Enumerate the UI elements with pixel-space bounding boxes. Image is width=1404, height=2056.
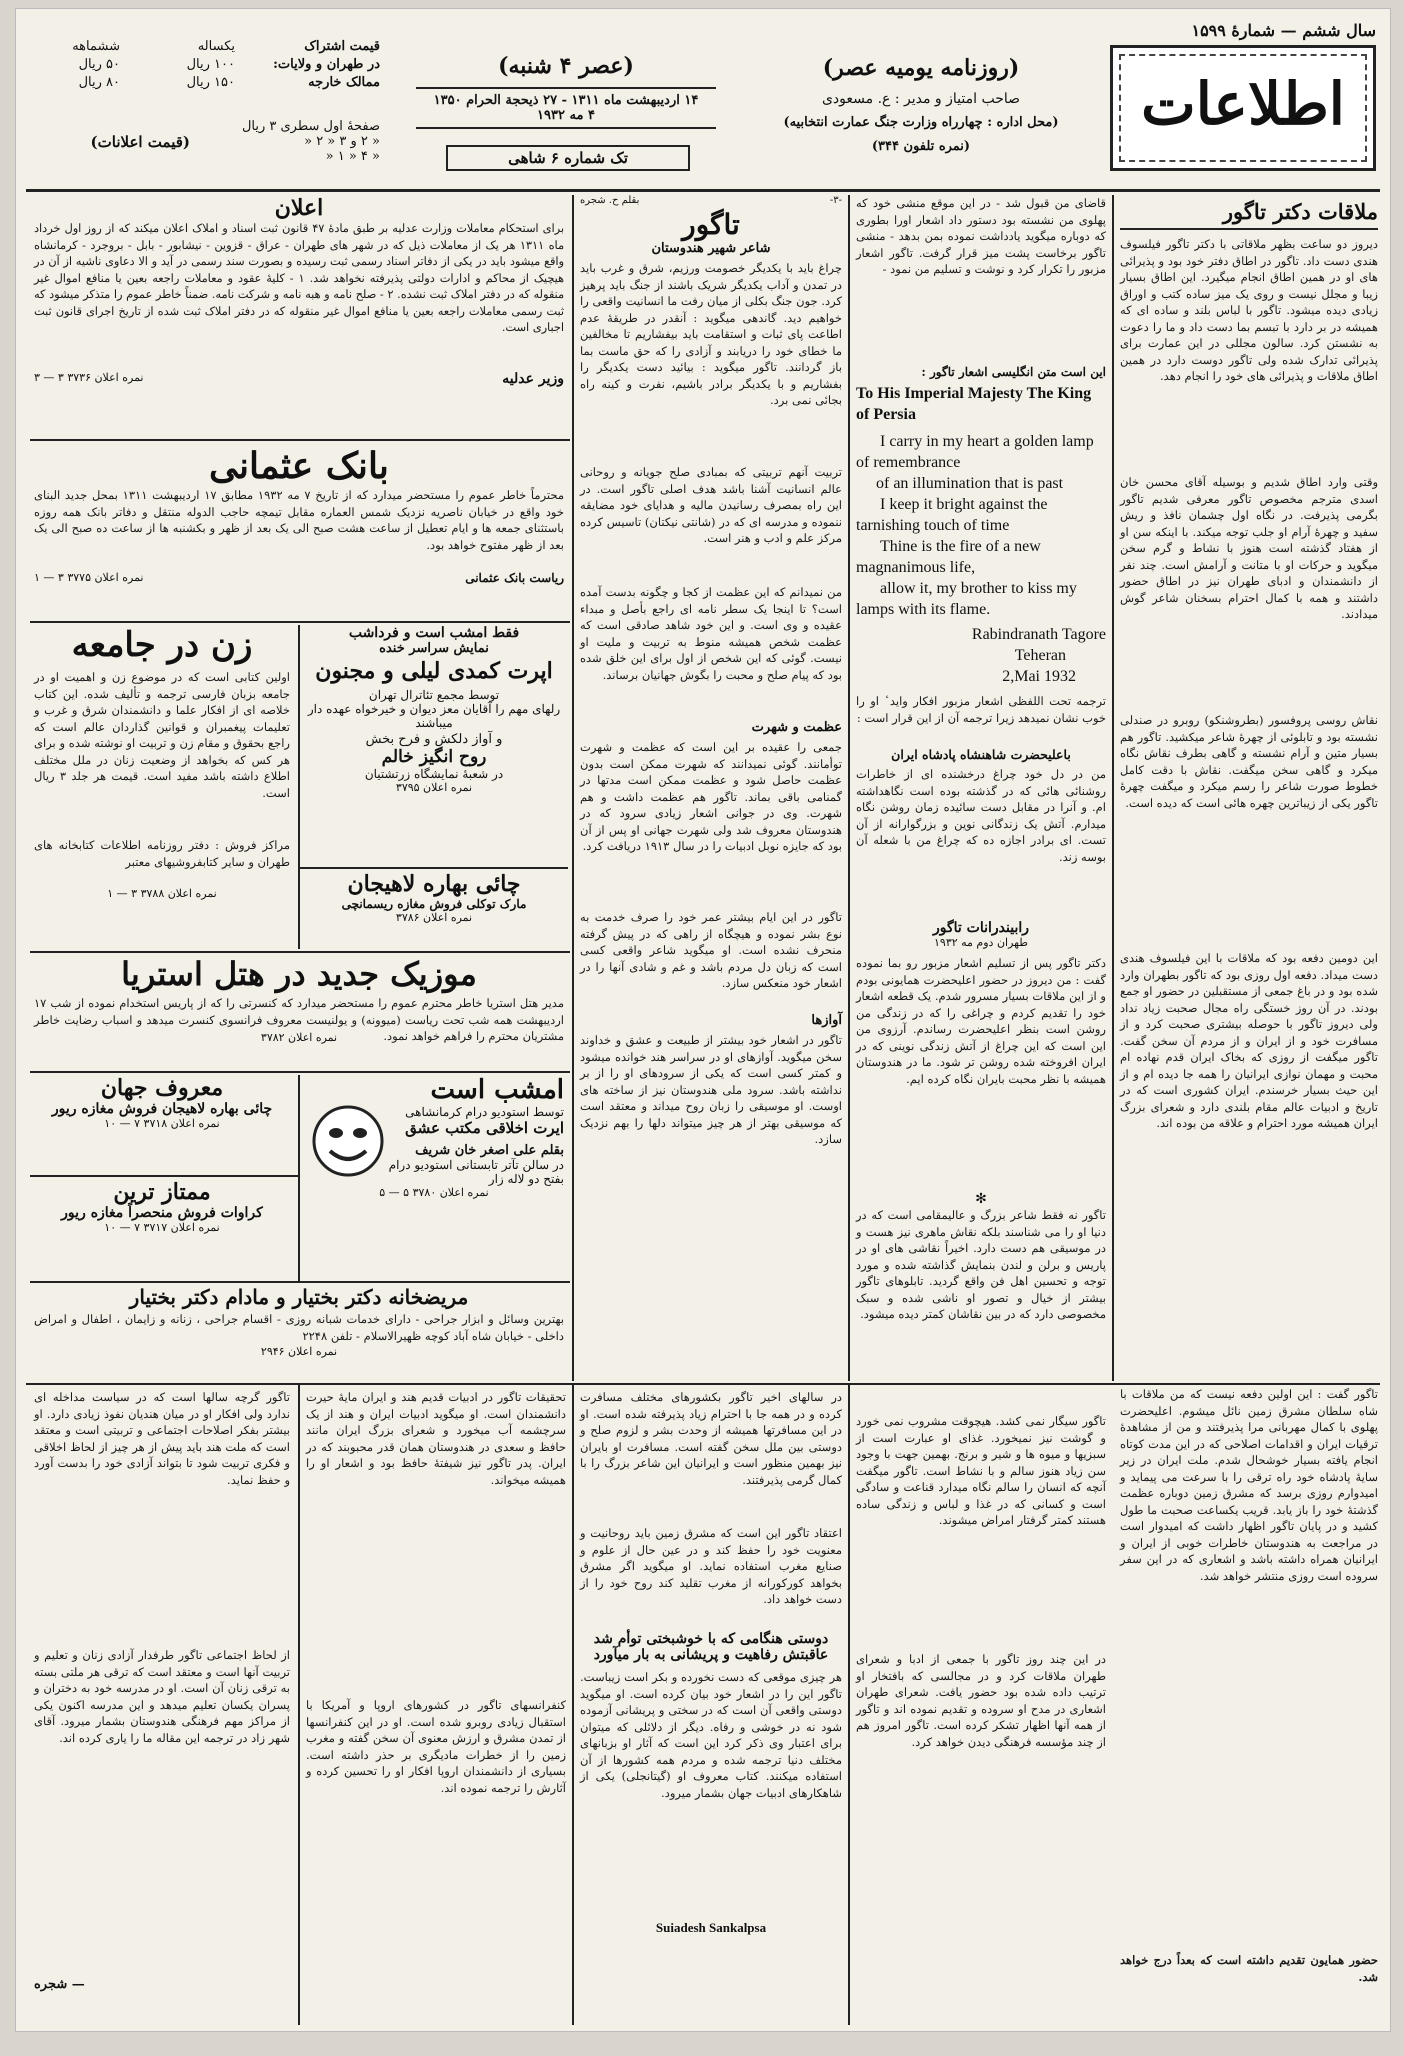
ad-famous <box>34 1075 290 1171</box>
ad-footer-row <box>34 571 564 585</box>
sub-row-label: در طهران و ولایات: <box>273 57 380 72</box>
sub-row-label: ممالک خارجه <box>308 75 380 90</box>
office-address: (محل اداره : چهارراه وزارت جنگ عمارت انتخابیه) <box>783 115 1059 130</box>
article-paragraph: کنفرانسهای تاگور در کشورهای اروپا و آمریکا با استقبال زیادی روبرو شده است. او در این کنفرانسها از تمدن مشرق و ارزش معنوی آن سخن گفته و مغرب زمین را از خطرات مادیگری بر حذر داشته است. بسیاری از دانشمندان اروپا افکار او را تحسین کرده و آثارش را ترجمه نموده اند. <box>306 1698 566 1795</box>
ad-number: نمره اعلان ۳۷۳۶ ۳ — ۳ <box>34 371 144 384</box>
ad-body: برای استحکام معاملات وزارت عدلیه بر طبق مادهٔ ۴۷ قانون ثبت اسناد و املاک اعلان میکند که از روز اول خرداد ماه ۱۳۱۱ هر یک از معاملات ذیل که در شهر های طهران - عراق - قزوین - نیشابور - بابل - بروجرد - کرمانشاه واقع میشود باید در یکی از دفاتر اسناد رسمی ثبت رسیده و بصورت سند رسمی در آید و الا دعاوی ناشیه از آن در هیچیک از محاکم و ادارات دولتی پذیرفته نخواهد شد. ۱ - کلیهٔ عقود و معاملات راجعه بعین یا منافع اموال غیر منقوله که در دفتر املاک ثبت نشده. ۲ - صلح نامه و هبه نامه و شرکت نامه. ضمناً خاطر عموم را متذکر میشود که ثبت رسمی معاملات راجعه بعین یا منافع اموال غیر منقوله که در دفتر املاک ثبت شده از تاریخ اجرای قانون ثبت اجباری است. <box>34 222 565 334</box>
subscription-box <box>30 39 380 90</box>
ad-number: نمره اعلان ۳۷۸۸ ۳ — ۱ <box>107 887 217 900</box>
poem-intro: قاضای من قبول شد - در این موقع منشی خود که پهلوی من نشسته بود دستور داد اشعار اورا بطوری که دوباره میگوید یادداشت نموده بمن بدهد - منشی تاگور برخاست پشت میز قرار گرفت. تاگور اشعار مزبور را تکرار کرد و نوشت و تسلیم من نمود - <box>856 196 1106 276</box>
ad-title: معروف جهان <box>100 1075 224 1101</box>
ad-title: بانک عثمانی <box>209 445 389 487</box>
masthead <box>16 9 1390 187</box>
ad-line: بفتح دو لاله زار <box>488 1172 564 1186</box>
sub-row-year: ۱۵۰ ریال <box>186 75 235 90</box>
author-latin: Suiadesh Sankalpsa <box>655 1920 767 1935</box>
sub-row-half: ۸۰ ریال <box>78 75 120 90</box>
article-paragraph: در این چند روز تاگور با جمعی از ادبا و شعرای طهران ملاقات کرد و در مجالسی که بافتخار او ترتیب داده شده بود حضور یافت. شعرای طهران اشعاری در مدح او سروده و تقدیم نموده اند و تاگور از همه آنها اظهار تشکر کرده است. تاگور امروز هم از چند مؤسسه فرهنگی دیدن خواهد کرد. <box>856 1652 1106 1749</box>
article-paragraph: من نمیدانم که این عظمت از کجا و چگونه بدست آمده است؟ تا اینجا یک سطر نامه ای راجع بأصل و مبداء عقیده و وی است. و این خود شاهد صادقی است که عظمت شخص همیشه منوط به تربیت و ملیت او نیست. گوئی که این شخص از اول برای این خلق شده بود که پیام صلح و محبت را بگوش جهانیان برساند. <box>580 585 842 682</box>
ad-line: در شعبهٔ نمایشگاه زرتشتیان <box>364 767 504 781</box>
section-heading: عظمت و شهرت <box>751 720 842 735</box>
article-paragraph: چراغ باید با یکدیگر خصومت ورزیم، شرق و غرب باید در تمدن و آداب یکدیگر شریک باشند از جنگ باید پرهیز کرد. جون جنگ بکلی از میان رفت ما انسانیت واقعی را خواهیم دید. گاندهی میگوید : آنقدر در طریقهٔ عدم اطاعت پای ثبات و استقامت باید بیفشاریم تا مخالفین ما خطای خود را دریابند و آزادی را که حق ماست بما باز گردانند. تاگور میگوید : بیائید دست یکدیگر را بفشاریم و با یکدیگر برادر باشیم، نفرت و کینه راه بجائی نمی برد. <box>580 261 842 407</box>
poem-date: 2,Mai 1932 <box>1002 668 1076 685</box>
translation-signature: رابیندرانات تاگور <box>932 920 1030 936</box>
poem-heading: این است متن انگلیسی اشعار تاگور : <box>921 365 1106 379</box>
weekday: (عصر ۴ شنبه) <box>498 53 634 79</box>
ads-price-row: « ۲ و ۳ « ۲ « <box>304 134 380 149</box>
ad-rule <box>298 1075 300 1281</box>
ad-number: نمره اعلان ۳۷۸۲ <box>260 1031 338 1044</box>
ad-best <box>34 1179 290 1275</box>
ad-title: زن در جامعه <box>71 625 253 665</box>
ad-line: توسط استودیو درام کرمانشاهی <box>405 1105 564 1119</box>
section-heading: دوستی هنگامی که با خوشبختی توأم شد عاقبتش رفاهیت و پریشانی به بار میآورد <box>593 1631 829 1663</box>
article-paragraph: تحقیقات تاگور در ادبیات قدیم هند و ایران مایهٔ حیرت دانشمندان است. او میگوید ادبیات ایران و هند از یک سرچشمه آب میخورد و شعرای بزرگ ایران مانند حافظ و سعدی در هندوستان همان قدر محبوبند که در ایران. پدر تاگور نیز شیفتهٔ حافظ بود و اشعار او را همیشه میخواند. <box>306 1390 566 1487</box>
date-gregorian: ۴ مه ۱۹۳۲ <box>537 108 595 123</box>
ad-body: محترماً خاطر عموم را مستحضر میدارد که از تاریخ ۷ مه ۱۹۳۲ مطابق ۱۷ اردیبهشت ۱۳۱۱ بمحل جدید البنای خود واقع در خیابان ناصریه نزدیک شمس العماره مقابل تیمچه حاجب الدوله منتقل و دفاتر بانک همه روزه باستثنای جمعه ها و ایام تعطیل از ساعت هشت صبح الی یک بعد از ظهر و بکشنبه ها از ساعت ده صبح الی یک بعد از ظهر مفتوح خواهد بود. <box>34 488 564 552</box>
col-rule <box>298 1385 300 2025</box>
article-tagore-poem <box>856 195 1106 2025</box>
poem-line: Thine is the fire of a new magnanimous life, <box>856 538 1041 576</box>
poem-place: Teheran <box>1014 647 1066 664</box>
article-author: بقلم ح. شجره <box>580 195 640 206</box>
ad-ottoman-bank <box>34 445 564 615</box>
masthead-rule <box>26 189 1380 192</box>
article-paragraph: هر چیزی موقعی که دست نخورده و بکر است زیباست. تاگور این را در اشعار خود بیان کرده است. او میگوید دوستی واقعی آن است که در سختی و پریشانی آزموده شود نه در خوشی و رفاه. دیگر از دلائلی که میتوان برای اعتبار وی ذکر کرد این است که آثار او بزبانهای مختلف دنیا ترجمه شده و مردم همه کشورها از آن استفاده میکنند. کتاب معروف او (گیتانجلی) یکی از شاهکارهای ادبیات جهان بشمار میرود. <box>580 1670 842 1800</box>
article-paragraph: دیروز دو ساعت بظهر ملاقاتی با دکتر تاگور فیلسوف هندی دست داد. تاگور در اطاق دفتر خود بود و پذیرائی های او در همین اطاق انجام میگیرد. این اطاق بسیار زیبا و مجلل نیست و روی یک میز ساده کتب و اوراق زیادی دیده میشود. تاگور با لباس بلند و ساده ای که همیشه در بر دارد با تبسم بما دست داد و ما را دعوت به نشستن کرد. سالون مجللی در این عمارت برای پذیرائی تدارک شده ولی تاگور دوست دارد در همین اطاق ملاقات و پذیرائی های خود را انجام دهد. <box>1120 237 1378 383</box>
poem-signature: Rabindranath Tagore <box>971 626 1106 643</box>
col-rule <box>572 195 574 1381</box>
owner: صاحب امتیاز و مدیر : ع. مسعودی <box>821 91 1021 107</box>
ad-opera <box>304 625 564 861</box>
ads-price-row: « ۴ « ۱ « <box>325 149 380 164</box>
article-tagore-meeting <box>1120 195 1378 2025</box>
poem-line: I keep it bright against the tarnishing touch of time <box>856 496 1048 534</box>
article-paragraph: تربیت آنهم تربیتی که بمبادی صلح جویانه و روحانی عالم انسانیت آشنا باشد هدف اصلی تاگور است. در این راه بمصرف رسانیدن مالیه و هدایای خود مضایقه ننموده و مدرسه ای که در (شانتی نیکتان) تاسیس کرده مرکز علم و ادب و هنر است. <box>580 465 842 545</box>
subscription-title: قیمت اشتراک <box>304 39 380 54</box>
sub-head-year: یکساله <box>197 39 235 54</box>
ad-music-astoria <box>34 955 564 1065</box>
paper-type: (روزنامه یومیه عصر) <box>822 55 1020 81</box>
sub-row-half: ۵۰ ریال <box>78 57 120 72</box>
translation-body: من در دل خود چراغ درخشنده ای از خاطرات روشنائی هائی که در گذشته بوده است نگاهداشته ام. و آنرا در مقابل دست سائیده زمان روشن نگاه میدارم. آتش یک زندگانی نوین و بزرگوارانه از آن تست. ای برادر اجازه ده که چراغ من با شعله آن بوسه زند. <box>856 767 1106 864</box>
col-rule <box>572 1385 574 2025</box>
ad-sub: چائی بهاره لاهیجان فروش مغازه ریور <box>51 1101 273 1117</box>
ad-line: فقط امشب است و فرداشب <box>348 625 520 641</box>
article-paragraph: وقتی وارد اطاق شدیم و بوسیله آقای محسن خان اسدی مترجم مخصوص تاگور معرفی شدیم تاگور بگرمی پذیرفت. در نگاه اول چشمان نافذ و ریش سفید و چهرهٔ آرام او جلب توجه میکند. با اینکه سن او از هفتاد گذشته است هنوز با نشاط و گرم سخن میگوید و حرکات او با متانت و آرامش است. چند نفر از دانشمندان و ادبای طهران نیز در اطاق حضور داشتند و همه با کمال احترام بسخنان شاعر گوش میدادند. <box>1120 475 1378 621</box>
col-rule <box>848 1385 850 2025</box>
article-paragraph: این دومین دفعه بود که ملاقات با این فیلسوف هندی دست میداد. دفعه اول روزی بود که تاگور بطهران وارد شده بود و در باغ جمعی از مستقبلین در حضور او جمع بودند. در آن روز خستگی راه مجال صحبت زیاد نداد ولی دیروز تاگور با حوصله بیشتری صحبت کرد و از مسافرت خود و از ایران و از مردم آن سخن گفت. تاگور میگفت از روزی که بخاک ایران قدم نهاده ام محبت و مهمان نوازی ایرانیان را همه جا دیده ام و از این حیث بسیار خرسندم. ایران کشوری است که در تاریخ و ادبیات عالم مقام بلندی دارد و شعرای بزرگ ایران همیشه مورد احترام و علاقه من بوده اند. <box>1120 951 1378 1130</box>
bottom-column <box>34 1389 290 2019</box>
col-rule <box>848 195 850 1381</box>
ad-signature: وزیر عدلیه <box>502 371 564 387</box>
ad-body: بهترین وسائل و ابزار جراحی - دارای خدمات شبانه روزی - اقسام جراحی ، زنانه و زایمان ، اطفال و امراض داخلی - خیابان شاه آباد کوچه ظهیرالاسلام - تلفن ۲۲۴۸ <box>34 1312 564 1343</box>
article-paragraph: تاگور در این ایام بیشتر عمر خود را صرف خدمت به نوع بشر نموده و هیچگاه از راهی که در پیش گرفته منحرف نشده است. او میگوید شاعر واقعی کسی است که زبان دل مردم باشد و غم و شادی آنها را در اشعار خود منعکس سازد. <box>580 910 842 990</box>
col-rule <box>1112 195 1114 1381</box>
ad-rule <box>30 439 570 441</box>
article-subtitle: شاعر شهیر هندوستان <box>651 241 771 256</box>
ads-price-title: (قیمت اعلانات) <box>90 133 190 151</box>
ad-line: و آواز دلکش و فرح بخش <box>365 732 503 747</box>
ad-name: روح انگیز خالم <box>381 747 487 767</box>
poem-dedication: To His Imperial Majesty The King of Persia <box>856 385 1092 423</box>
ad-title: موزیک جدید در هتل استریا <box>121 955 477 993</box>
star-separator: ✻ <box>975 1191 987 1207</box>
article-tagore-poet-cont <box>580 1389 842 2019</box>
logo-text: اطلاعات <box>1141 70 1345 138</box>
article-paragraph: تاگور نه فقط شاعر بزرگ و عالیمقامی است که در دنیا او را می شناسند بلکه نقاش ماهری نیز هست و در موسیقی هم دست دارد. اخیراً نقاشی های او در پاریس و برلن و لندن بنمایش گذاشته شده و مورد توجه و تحسین اهل فن واقع گردید. تابلوهای تاگور بیشتر از خیال و تصور او ناشی شده و سبک مخصوصی دارد که در بین نقاشان کمتر دیده میشود. <box>856 1208 1106 1321</box>
bottom-column <box>306 1389 566 2019</box>
theatre-mask-icon <box>308 1103 388 1179</box>
ad-sub: مارک توکلی فروش مغازه ریسمانچی <box>341 897 527 911</box>
ad-sub: کراوات فروش منحصراً مغازه ریور <box>61 1205 263 1221</box>
translation-intro: ترجمه تحت اللفظی اشعار مزبور افکار واید ٔ او را خوب نشان نمیدهد زیرا ترجمه آن از این قرار است : <box>856 694 1106 725</box>
date-line <box>416 87 716 129</box>
ad-number: نمره اعلان ۳۷۱۷ ۷ — ۱۰ <box>104 1221 220 1234</box>
ads-price-rows <box>190 119 380 164</box>
article-paragraph: تاگور سیگار نمی کشد. هیچوقت مشروب نمی خورد و گوشت نیز نمیخورد. غذای او عبارت است از سبزیها و میوه ها و شیر و برنج. بهمین جهت با وجود سن زیاد هنوز سالم و با نشاط است. تاگور میگفت آنچه که انسان را سالم نگاه میدارد قناعت و سادگی است و کسانی که در غذا و لباس و زندگی ساده هستند کمتر گرفتار امراض میشوند. <box>856 1414 1106 1527</box>
ad-number: نمره اعلان ۲۹۴۶ <box>260 1345 338 1358</box>
ad-justice-notice <box>34 195 564 431</box>
article-paragraph: نقاش روسی پروفسور (بطروشنکو) روبرو در صندلی نشسته بود و تابلوئی از چهرهٔ شاعر میکشید. تاگور هم بسیار متین و آرام نشسته و گاهی بطرف نقاش نگاه میکرد و گاهی سخن میگفت. نقاش با دقت کامل خطوط صورت شاعر را رسم میکرد و میگفت چهرهٔ تاگور یکی از زیباترین چهره هائی است که دیده است. <box>1120 713 1378 810</box>
single-price: تک شماره ۶ شاهی <box>446 145 690 171</box>
phone-number: (نمره تلفون ۳۴۴) <box>871 139 971 154</box>
article-title: ملاقات دکتر تاگور <box>1120 195 1378 230</box>
translation-title: باعلیحضرت شاهنشاه پادشاه ایران <box>891 747 1071 762</box>
ad-footer-row <box>34 371 564 387</box>
ad-rule <box>30 1281 570 1283</box>
article-tags <box>580 195 842 206</box>
ad-rule <box>300 867 568 869</box>
article-paragraph: دکتر تاگور پس از تسلیم اشعار مزبور رو بما نموده گفت : من دیروز در حضور اعلیحضرت همایونی بودم و از این ملاقات بسیار مسرور شدم. یک قطعه اشعار خود را تقدیم کردم و چراغی را که در زندگی من روشن است بنظر اعلیحضرت رساندم. آرزوی من این است که این چراغ از آتش زندگی نوینی که در ایران افروخته شده روشن تر شود. ما در هندوستان همیشه با نظر محبت بایران نگاه کرده ایم. <box>856 956 1106 1086</box>
poem-line: I carry in my heart a golden lamp of remembrance <box>856 433 1094 471</box>
ad-tea-lahijan <box>304 871 564 945</box>
subscription-row <box>30 75 380 90</box>
section-heading: آوازها <box>811 1013 842 1028</box>
article-paragraph: در سالهای اخیر تاگور بکشورهای مختلف مسافرت کرده و در همه جا با احترام زیاد پذیرفته شده است. او در این مسافرتها همیشه از وحدت بشر و لزوم صلح و دوستی بین ملل سخن گفته است. مسافرت او بایران نیز بهمین منظور است و ایرانیان این شاعر بزرگ را با کمال گرمی پذیرفتند. <box>580 1390 842 1487</box>
ad-signature: ریاست بانک عثمانی <box>465 571 564 585</box>
article-title: تاگور <box>682 208 740 241</box>
ad-rule <box>30 951 570 953</box>
ad-rule <box>298 625 300 949</box>
ad-number: نمره اعلان ۳۷۷۵ ۳ — ۱ <box>34 571 144 584</box>
ad-line: نمایش سراسر خنده <box>379 641 489 656</box>
article-signature: — شجره <box>34 1977 85 1992</box>
ad-number: نمره اعلان ۳۷۸۰ ۵ — ۵ <box>379 1186 489 1199</box>
ad-title: مریضخانه دکتر بختیار و مادام دکتر بختیار <box>129 1285 469 1309</box>
ad-sale-points: مراکز فروش : دفتر روزنامه اطلاعات کتابخانه های طهران و سایر کتابفروشیهای معتبر <box>34 838 290 869</box>
article-paragraph: جمعی را عقیده بر این است که عظمت و شهرت توأمانند. گوئی نمیدانند که شهرت ممکن است بدون عظمت حاصل شود و عظمت ممکن است مدتها در گمنامی باقی بماند. تاگور هم عظمت داشت و هم شهرت. وی در جوانی اشعار زیادی سرود که در هندوستان معروف شد ولی شهرت جهانی او پس از آن بود که جایزه نوبل ادبیات را در سال ۱۹۱۳ دریافت کرد. <box>580 740 842 853</box>
ad-title: ممتاز ترین <box>113 1179 211 1205</box>
ad-rule <box>30 1175 298 1177</box>
ad-title: اپرت کمدی لیلی و مجنون <box>315 658 553 684</box>
subscription-row <box>30 57 380 72</box>
ad-line: رلهای مهم را آقایان معز دیوان و خیرخواه عهده دار میباشند <box>307 702 561 730</box>
ad-rule <box>30 1071 570 1073</box>
ad-title: امشب است <box>430 1075 564 1105</box>
ads-price-row: صفحهٔ اول سطری ۳ ریال <box>241 119 380 134</box>
ad-number: نمره اعلان ۳۷۱۸ ۷ — ۱۰ <box>104 1117 220 1130</box>
ad-title: چائی بهاره لاهیجان <box>347 871 521 897</box>
ad-body: اولین کتابی است که در موضوع زن و اهمیت او در جامعه بزبان فارسی ترجمه و تألیف شده. این کتاب خلاصه ای از افکار علما و دانشمندان شرق و غرب و تعلیمات پیغمبران و قوانین گذاردان عالم است که راجع بحقوق و مقام زن و تربیت او نوشته شده و برای هر کس که بخواهد از وضعیت زنان در ملل مختلف اطلاع داشته باشد مفید است. قیمت هر جلد ۳ ریال است. <box>34 670 290 800</box>
issue-number: سال ششم — شمارۀ ۱۵۹۹ <box>1191 21 1376 40</box>
poem-line: allow it, my brother to kiss my lamps with its flame. <box>856 580 1077 618</box>
article-paragraph: تاگور گرچه سالها است که در سیاست مداخله ای ندارد ولی افکار او در میان هندیان نفوذ زیادی دارد. او بیشتر بفکر اصلاحات اجتماعی و تربیتی است و معتقد است که ملت هند باید پیش از هر چیز از لحاظ اخلاقی و فکری تربیت شود تا بتواند آزادی خود را بدست آورد و حفظ نماید. <box>34 1390 290 1487</box>
article-paragraph: اعتقاد تاگور این است که مشرق زمین باید روحانیت و معنویت خود را حفظ کند و در عین حال از علوم و صنایع مغرب استفاده نماید. او میگوید اگر مشرق بخواهد کورکورانه از مغرب تقلید کند روح خود را از دست خواهد داد. <box>580 1526 842 1606</box>
article-paragraph: تاگور گفت : این اولین دفعه نیست که من ملاقات با شاه سلطان مشرق زمین نائل میشوم. اعلیحضرت پهلوی با کمال مهربانی مرا پذیرفتند و من از مشاهدهٔ ترقیات ایران و اقدامات اصلاحی که در این مدت کوتاه انجام یافته بسیار خوشحال شدم. ملت ایران در زیر سایهٔ پادشاه خود راه ترقی را با سرعت می پیماید و امیدوارم روزی برسد که مشرق زمین دوباره عظمت گذشتهٔ خود را باز یابد. قریب یکساعت صحبت ما طول کشید و در پایان تاگور اظهار داشت که امیدوار است در مراجعت به هندوستان خاطرات خوبی از ایران و ایرانیان همراه داشته باشد و اشعاری که در این سفر سروده است روزی منتشر خواهد شد. <box>1120 1387 1378 1583</box>
poem-line: of an illumination that is past <box>876 475 1064 492</box>
date-hijri: ۱۴ اردیبهشت ماه ۱۳۱۱ - ۲۷ ذیحجة الحرام ۱۳۵۰ <box>433 93 699 108</box>
ad-line: در سالن تآتر تابستانی استودیو درام <box>388 1158 564 1172</box>
logo <box>1110 45 1376 171</box>
article-end: حضور همایون تقدیم داشته است که بعداً درج خواهد شد. <box>1120 1953 1378 1984</box>
newspaper-page <box>15 8 1391 2032</box>
ad-title: اعلان <box>274 195 324 221</box>
page-number: -۳- <box>829 195 842 206</box>
sub-head-half: ششماهه <box>72 39 120 54</box>
ads-price-box <box>30 119 380 164</box>
ad-tonight <box>304 1075 564 1279</box>
subscription-header <box>30 39 380 54</box>
translation-date: طهران دوم مه ۱۹۳۲ <box>934 936 1028 949</box>
sub-row-year: ۱۰۰ ریال <box>186 57 235 72</box>
ad-number: نمره اعلان ۳۷۹۵ <box>395 781 473 794</box>
ad-line: بقلم علی اصغر خان شریف <box>415 1143 564 1158</box>
ad-rule <box>30 621 570 623</box>
article-paragraph: تاگور در اشعار خود بیشتر از طبیعت و عشق و خداوند سخن میگوید. آوازهای او در سراسر هند خوانده میشود و کمتر کسی است که یکی از سرودهای او را از بر نداشته باشد. سرود ملی هندوستان نیز از ساخته های اوست. او موسیقی را زبان روح میداند و معتقد است که موسیقی بهتر از هر چیز میتواند دلها را بهم نزدیک سازد. <box>580 1033 842 1146</box>
article-paragraph: از لحاظ اجتماعی تاگور طرفدار آزادی زنان و تعلیم و تربیت آنها است و معتقد است که ترقی هر ملتی بسته به ترقی زنان آن است. او در مدرسه خود به دختران و پسران یکسان تعلیم میدهد و این مدرسه اکنون یکی از مراکز مهم فرهنگی هندوستان بشمار میرود. آقای شهر زاد در ترجمه این مقاله ما را یاری کرده اند. <box>34 1648 290 1745</box>
ad-line: توسط مجمع تئاترال تهران <box>368 688 500 702</box>
ad-woman-society <box>34 625 290 945</box>
ad-hospital <box>34 1285 564 1379</box>
ad-play-title: ایرت اخلاقی مکتب عشق <box>405 1119 564 1137</box>
ad-body: مدیر هتل استریا خاطر محترم عموم را مستحضر میدارد که کنسرتی را که از پاریس استخدام نموده از شب ۱۷ اردیبهشت همه شب تحت ریاست (میوونه) و یولنیست معروف فرانسوی کنسرت میدهد و اسباب رضایت خاطر مشتریان محترم را فراهم خواهد نمود. <box>34 996 564 1043</box>
article-tagore-poet <box>580 195 842 1381</box>
ad-number: نمره اعلان ۳۷۸۶ <box>395 911 473 924</box>
